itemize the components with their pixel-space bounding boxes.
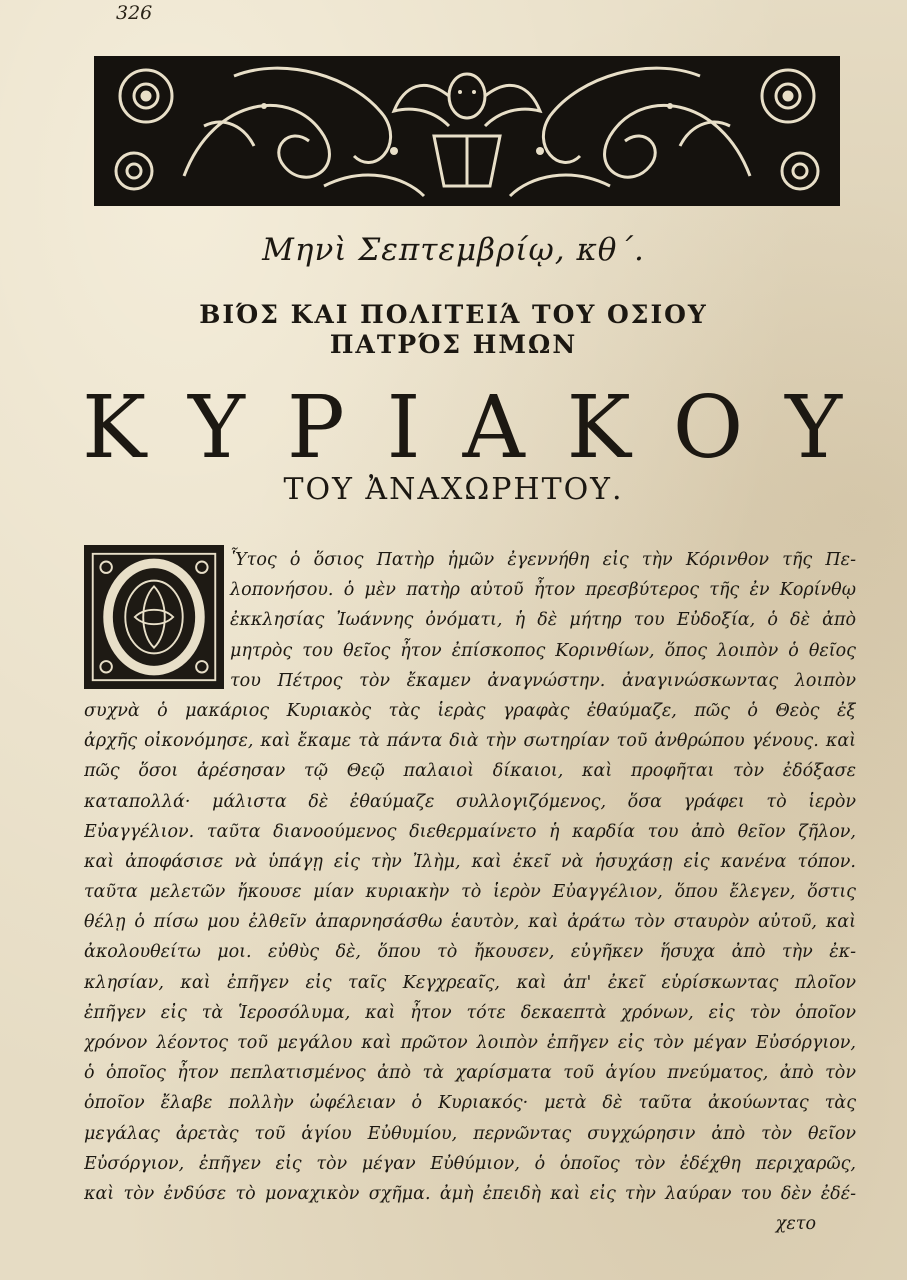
body-line: πῶς ὅσοι ἀρέσησαν τῷ Θεῷ παλαιοὶ δίκαιοι, καὶ προφῆται τὸν ἐδόξασε xyxy=(84,761,856,782)
title-letter: Ι xyxy=(386,378,421,478)
title-letter: Υ xyxy=(188,378,245,478)
title-letter: Ρ xyxy=(286,378,345,478)
title-line-2: ΠΑΤΡΌΣ ΗΜΩΝ xyxy=(329,330,578,359)
body-line: ἐκκλησίας Ἰωάννης ὀνόματι, ἡ δὲ μήτηρ του Εὐδοξία, ὁ δὲ ἀπὸ xyxy=(230,610,856,631)
body-line: ὁ ὁποῖος ἦτον πεπλατισμένος ἀπὸ τὰ χαρίσματα τοῦ ἁγίου πνεύματος, ἀπὸ τὸν xyxy=(84,1063,856,1084)
body-line: ἐπῆγεν εἰς τὰ Ἱεροσόλυμα, καὶ ἦτον τότε δεκαεπτὰ χρόνων, εἰς τὸν ὁποῖον xyxy=(84,1002,856,1023)
body-line: ἀρχῆς οἰκονόμησε, καὶ ἔκαμε τὰ πάντα διὰ τὴν σωτηρίαν τοῦ ἀνθρώπου γένους. καὶ xyxy=(84,731,856,752)
body-line-catchword: χετο xyxy=(775,1214,816,1235)
title-line-3: ΤΟΥ ἈΝΑΧΩΡΗΤΟΥ. xyxy=(283,472,624,507)
body-line: καὶ ἀποφάσισε νὰ ὑπάγῃ εἰς τὴν Ἰλὴμ, καὶ ἐκεῖ νὰ ἡσυχάσῃ εἰς κανένα τόπον. xyxy=(84,851,856,872)
feast-date: Μηνὶ Σεπτεμβρίῳ, κθ΄. xyxy=(262,232,645,268)
body-line: μητρὸς του θεῖος ἦτον ἐπίσκοπος Κορινθίων, ὅπος λοιπὸν ὁ θεῖος xyxy=(230,640,856,661)
floral-headpiece-ornament xyxy=(94,56,840,206)
body-line: συχνὰ ὁ μακάριος Κυριακὸς τὰς ἱερὰς γραφὰς ἐθαύμαζε, πῶς ὁ Θεὸς ἐξ xyxy=(84,700,856,721)
body-line: ὁποῖον ἔλαβε πολλὴν ὠφέλειαν ὁ Κυριακός· μετὰ δὲ ταῦτα ἀκούωντας τὰς xyxy=(84,1093,856,1114)
title-letter: Κ xyxy=(82,378,147,478)
body-line: ταῦτα μελετῶν ἤκουσε μίαν κυριακὴν τὸ ἱερὸν Εὐαγγέλιον, ὅπου ἔλεγεν, ὅστις xyxy=(84,882,856,903)
body-line: χρόνον λέοντος τοῦ μεγάλου καὶ πρῶτον λοιπὸν ἐπῆγεν εἰς τὸν μέγαν Εὐσόργιον, xyxy=(84,1033,856,1053)
body-line: Ὗτος ὁ ὅσιος Πατὴρ ἡμῶν ἐγεννήθη εἰς τὴν Κόρινθον τῆς Πε- xyxy=(230,550,856,570)
body-line: κλησίαν, καὶ ἐπῆγεν εἰς ταῖς Κεγχρεαῖς, καὶ ἀπ' ἐκεῖ εὑρίσκωντας πλοῖον xyxy=(84,972,856,993)
title-letter: Α xyxy=(462,378,525,478)
body-line: ἀκολουθείτω μοι. εὐθὺς δὲ, ὅπου τὸ ἤκουσεν, εὐγῆκεν ἥσυχα ἀπὸ τὴν ἐκ- xyxy=(84,942,856,963)
title-name xyxy=(82,378,842,478)
body-line: μεγάλας ἀρετὰς τοῦ ἁγίου Εὐθυμίου, περνῶντας συγχώρησιν ἀπὸ τὸν θεῖον xyxy=(84,1123,856,1144)
title-line-1: ΒΙΌΣ ΚΑΙ ΠΟΛΙΤΕΙΆ ΤΟΥ ΟΣΙΟΥ xyxy=(199,300,708,329)
body-line: Εὐσόργιον, ἐπῆγεν εἰς τὸν μέγαν Εὐθύμιον, ὁ ὁποῖος τὸν ἐδέχθη περιχαρῶς, xyxy=(84,1153,856,1174)
body-text xyxy=(84,545,856,1239)
page-number: 326 xyxy=(116,2,153,24)
title-letter: Υ xyxy=(785,378,842,478)
body-line: καταπολλά· μάλιστα δὲ ἐθαύμαζε συλλογιζόμενος, ὅσα γράφει τὸ ἱερὸν xyxy=(84,791,856,812)
title-letter: Ο xyxy=(672,378,744,478)
title-letter: Κ xyxy=(566,378,631,478)
body-line: θέλῃ ὁ πίσω μου ἐλθεῖν ἀπαρνησάσθω ἑαυτὸν, καὶ ἀράτω τὸν σταυρὸν αὐτοῦ, καὶ xyxy=(84,912,856,933)
body-line: λοπονήσου. ὁ μὲν πατὴρ αὐτοῦ ἦτον πρεσβύτερος τῆς ἐν Κορίνθῳ xyxy=(230,580,856,601)
body-line: του Πέτρος τὸν ἔκαμεν ἀναγνώστην. ἀναγινώσκωντας λοιπὸν xyxy=(230,670,856,691)
body-line: καὶ τὸν ἐνδύσε τὸ μοναχικὸν σχῆμα. ἀμὴ ἐπειδὴ καὶ εἰς τὴν λαύραν του δὲν ἐδέ- xyxy=(84,1183,856,1204)
body-line: Εὐαγγέλιον. ταῦτα διανοούμενος διεθερμαίνετο ἡ καρδία του ἀπὸ θεῖον ζῆλον, xyxy=(84,821,856,842)
